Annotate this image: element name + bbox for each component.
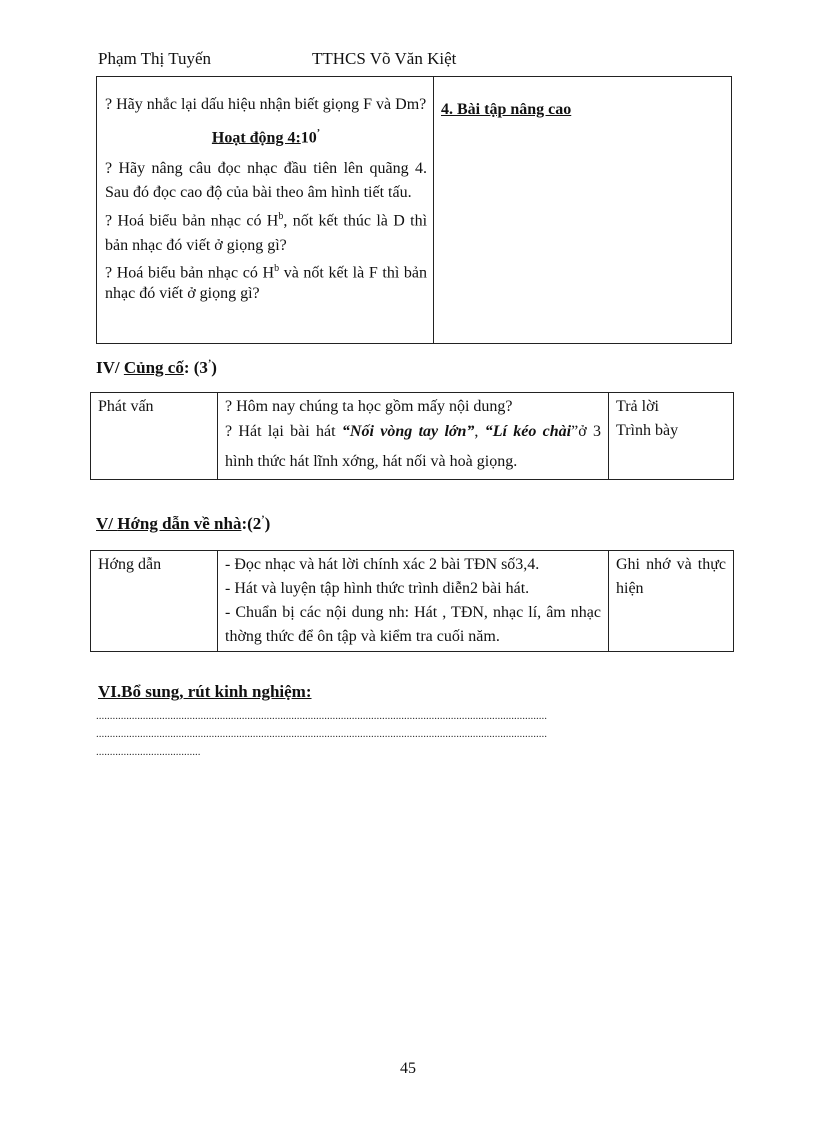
content-line: ? Hôm nay chúng ta học gồm mấy nội dung?	[225, 398, 513, 415]
content-cell	[218, 551, 609, 652]
content-line: - Hát và luyện tập hình thức trình diễn2 bài hát.	[225, 580, 530, 597]
dotted-line: ....................................................................................................................................................................	[96, 710, 547, 722]
dotted-line: ....................................................................................................................................................................	[96, 728, 547, 740]
content-line: - Chuẩn bị các nội dung nh: Hát , TĐN, nhạc lí, âm nhạc thờng thức để ôn tập và kiểm tra cuối năm.	[225, 604, 601, 645]
section-5-heading: V/ Hớng dẫn về nhà:(2’)	[96, 514, 271, 533]
page-number: 45	[400, 1060, 416, 1077]
activity-left-column	[105, 93, 427, 304]
question-4: ? Hoá biểu bản nhạc có $H^b$ và nốt kết là F thì bản nhạc đó viết ở giọng gì?	[105, 262, 428, 302]
column-divider	[433, 77, 434, 343]
table-row	[91, 393, 734, 480]
school-name: TTHCS Võ Văn Kiệt	[312, 49, 457, 68]
result-cell: Ghi nhớ và thực hiện	[609, 551, 734, 652]
method-cell: Phát vấn	[91, 393, 218, 480]
consolidation-table	[90, 392, 734, 480]
question-2: ? Hãy nâng câu đọc nhạc đầu tiên lên quãng 4. Sau đó đọc cao độ của bài theo âm hình tiết tấu.	[105, 160, 427, 202]
dotted-line: ......................................	[96, 746, 201, 758]
question-1: ? Hãy nhắc lại dấu hiệu nhận biết giọng F và Dm?	[105, 96, 427, 113]
author-name: Phạm Thị Tuyến	[98, 49, 212, 68]
section-4-heading: IV/ Củng cố: (3’)	[96, 358, 217, 377]
activity-box	[96, 76, 732, 344]
method-cell: Hớng dẫn	[91, 551, 218, 652]
content-cell	[218, 393, 609, 480]
table-row	[91, 551, 734, 652]
content-line: - Đọc nhạc và hát lời chính xác 2 bài TĐN số3,4.	[225, 556, 540, 573]
homework-table	[90, 550, 734, 652]
question-3: ? Hoá biểu bản nhạc có $H^b$, nốt kết thúc là D thì bản nhạc đó viết ở giọng gì?	[105, 211, 428, 254]
content-line: ? Hát lại bài hát “Nối vòng tay lớn”, “Lí kéo chài”ở 3 hình thức hát lĩnh xớng, hát nối và hoà giọng.	[225, 423, 602, 470]
advanced-exercise-heading: 4. Bài tập nâng cao	[441, 101, 572, 118]
result-cell: Trả lời Trình bày	[609, 393, 734, 480]
activity-heading: Hoạt động 4:10’	[211, 128, 321, 147]
section-6-heading: VI.Bổ sung, rút kinh nghiệm:	[98, 682, 312, 701]
